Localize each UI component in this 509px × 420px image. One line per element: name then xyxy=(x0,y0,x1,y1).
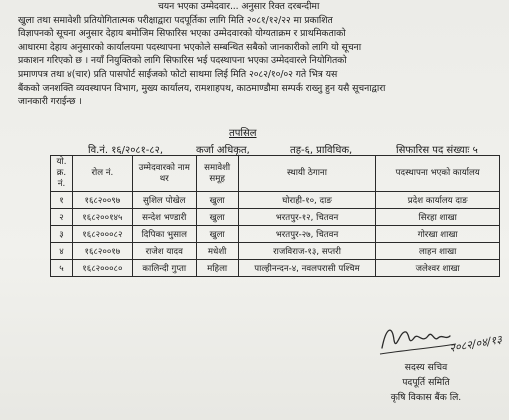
cell-group: महिला xyxy=(196,260,238,277)
cell-group: मधेशी xyxy=(196,243,238,260)
notice-line: खुला तथा समावेशी प्रतियोगितात्मक परीक्षाद्वारा पदपूर्तिका लागि मिति २०८१/१२/२२ मा प्रकाशित xyxy=(18,14,333,26)
signatory-committee: पदपूर्ति समिति xyxy=(402,377,450,388)
notice-paragraph xyxy=(18,0,500,109)
recommendation-table xyxy=(50,155,500,277)
cell-name: सन्देश भण्डारी xyxy=(132,209,196,226)
handwritten-signature xyxy=(376,318,506,360)
post-title: कर्जा अधिकृत, xyxy=(196,145,250,156)
table-row xyxy=(51,226,500,243)
cell-name: सुशिल पोखेल xyxy=(132,192,196,209)
notice-line: प्रकाशन गरिएको छ । नयाँ नियुक्तिको लागि सिफारिस भई पदस्थापना भएका उम्मेदवारले नियोगितको xyxy=(18,55,347,67)
table-row xyxy=(51,260,500,277)
header-name: उम्मेदवारको नाम थर xyxy=(132,156,196,192)
cell-serial: ५ xyxy=(51,260,73,277)
cell-roll-no: १६८२००१७ xyxy=(72,243,132,260)
cell-roll-no: १६८२०००८२ xyxy=(72,226,132,243)
header-office: पदस्थापना भएको कार्यालय xyxy=(376,156,500,192)
cell-group: खुला xyxy=(196,192,238,209)
cell-serial: १ xyxy=(51,192,73,209)
table-row xyxy=(51,243,500,260)
signatory-org: कृषि विकास बैंक लि. xyxy=(390,392,462,403)
cell-office: गोरखा शाखा xyxy=(376,226,500,243)
recommended-count: सिफारिस पद संख्याः ५ xyxy=(396,145,478,156)
signatory-role: सदस्य सचिव xyxy=(404,362,448,373)
details-heading: तपसिल xyxy=(229,128,257,139)
notice-line: चयन भएका उम्मेदवार... अनुसार रिक्त दरबन्दीमा xyxy=(158,1,320,12)
header-roll-no: रोल नं. xyxy=(72,156,132,192)
cell-roll-no: १६८२००१४५ xyxy=(72,209,132,226)
cell-serial: ४ xyxy=(51,243,73,260)
notice-line: जानकारी गराईन्छ । xyxy=(18,96,82,108)
header-serial: यो. क्र. नं. xyxy=(51,156,73,192)
cell-office: लाहन शाखा xyxy=(376,243,500,260)
header-address: स्थायी ठेगाना xyxy=(238,156,376,192)
cell-name: राजेश यादव xyxy=(132,243,196,260)
signatory-block xyxy=(376,360,476,405)
notice-line: बैंकको जनशक्ति व्यवस्थापन विभाग, मुख्य कार्यालय, रामशाहपथ, काठमाण्डौमा सम्पर्क राख्नु हुन यसै सूचनाद्वारा xyxy=(18,82,386,94)
cell-serial: २ xyxy=(51,209,73,226)
cell-address: भरतपुर-२७, चितवन xyxy=(238,226,376,243)
cell-name: दिपिका भुसाल xyxy=(132,226,196,243)
signature-date: २०८२/०४/१३ xyxy=(448,332,503,355)
cell-address: राजविराज-१३, सप्तरी xyxy=(238,243,376,260)
cell-group: खुला xyxy=(196,209,238,226)
cell-name: कालिन्दी गुप्ता xyxy=(132,260,196,277)
cell-serial: ३ xyxy=(51,226,73,243)
table-header-row xyxy=(51,156,500,192)
cell-roll-no: १६८२०००८० xyxy=(72,260,132,277)
cell-office: सिरहा शाखा xyxy=(376,209,500,226)
reference-number: वि.नं. १६/२०८१-८२, xyxy=(88,145,163,156)
cell-office: जलेश्वर शाखा xyxy=(376,260,500,277)
notice-line: प्रमाणपत्र तथा ४(चार) प्रति पासपोर्ट साईजको फोटो साथमा लिई मिति २०८२/१०/०२ गते भित्र यस xyxy=(18,68,338,80)
cell-address: भरतपुर-१२, चितवन xyxy=(238,209,376,226)
cell-address: पाल्हीनन्दन-४, नवलपरासी पश्चिम xyxy=(238,260,376,277)
cell-office: प्रदेश कार्यालय दाङ xyxy=(376,192,500,209)
header-inclusive-group: समावेशी समूह xyxy=(196,156,238,192)
post-level: तह-६, प्राविधिक, xyxy=(290,145,353,156)
cell-address: घोराही-१०, दाङ xyxy=(238,192,376,209)
cell-roll-no: १६८२००९७ xyxy=(72,192,132,209)
table-row xyxy=(51,209,500,226)
notice-line: विज्ञापनको सूचना अनुसार देहाय बमोजिम सिफारिस भएका उम्मेदवारको योग्यताक्रम र प्राथमिकताको xyxy=(18,28,346,40)
table-row xyxy=(51,192,500,209)
cell-group: खुला xyxy=(196,226,238,243)
notice-line: आधारमा देहाय अनुसारको कार्यालयमा पदस्थापना भएकोले सम्बन्धित सबैको जानकारीको लागि यो सूचना xyxy=(18,41,362,53)
